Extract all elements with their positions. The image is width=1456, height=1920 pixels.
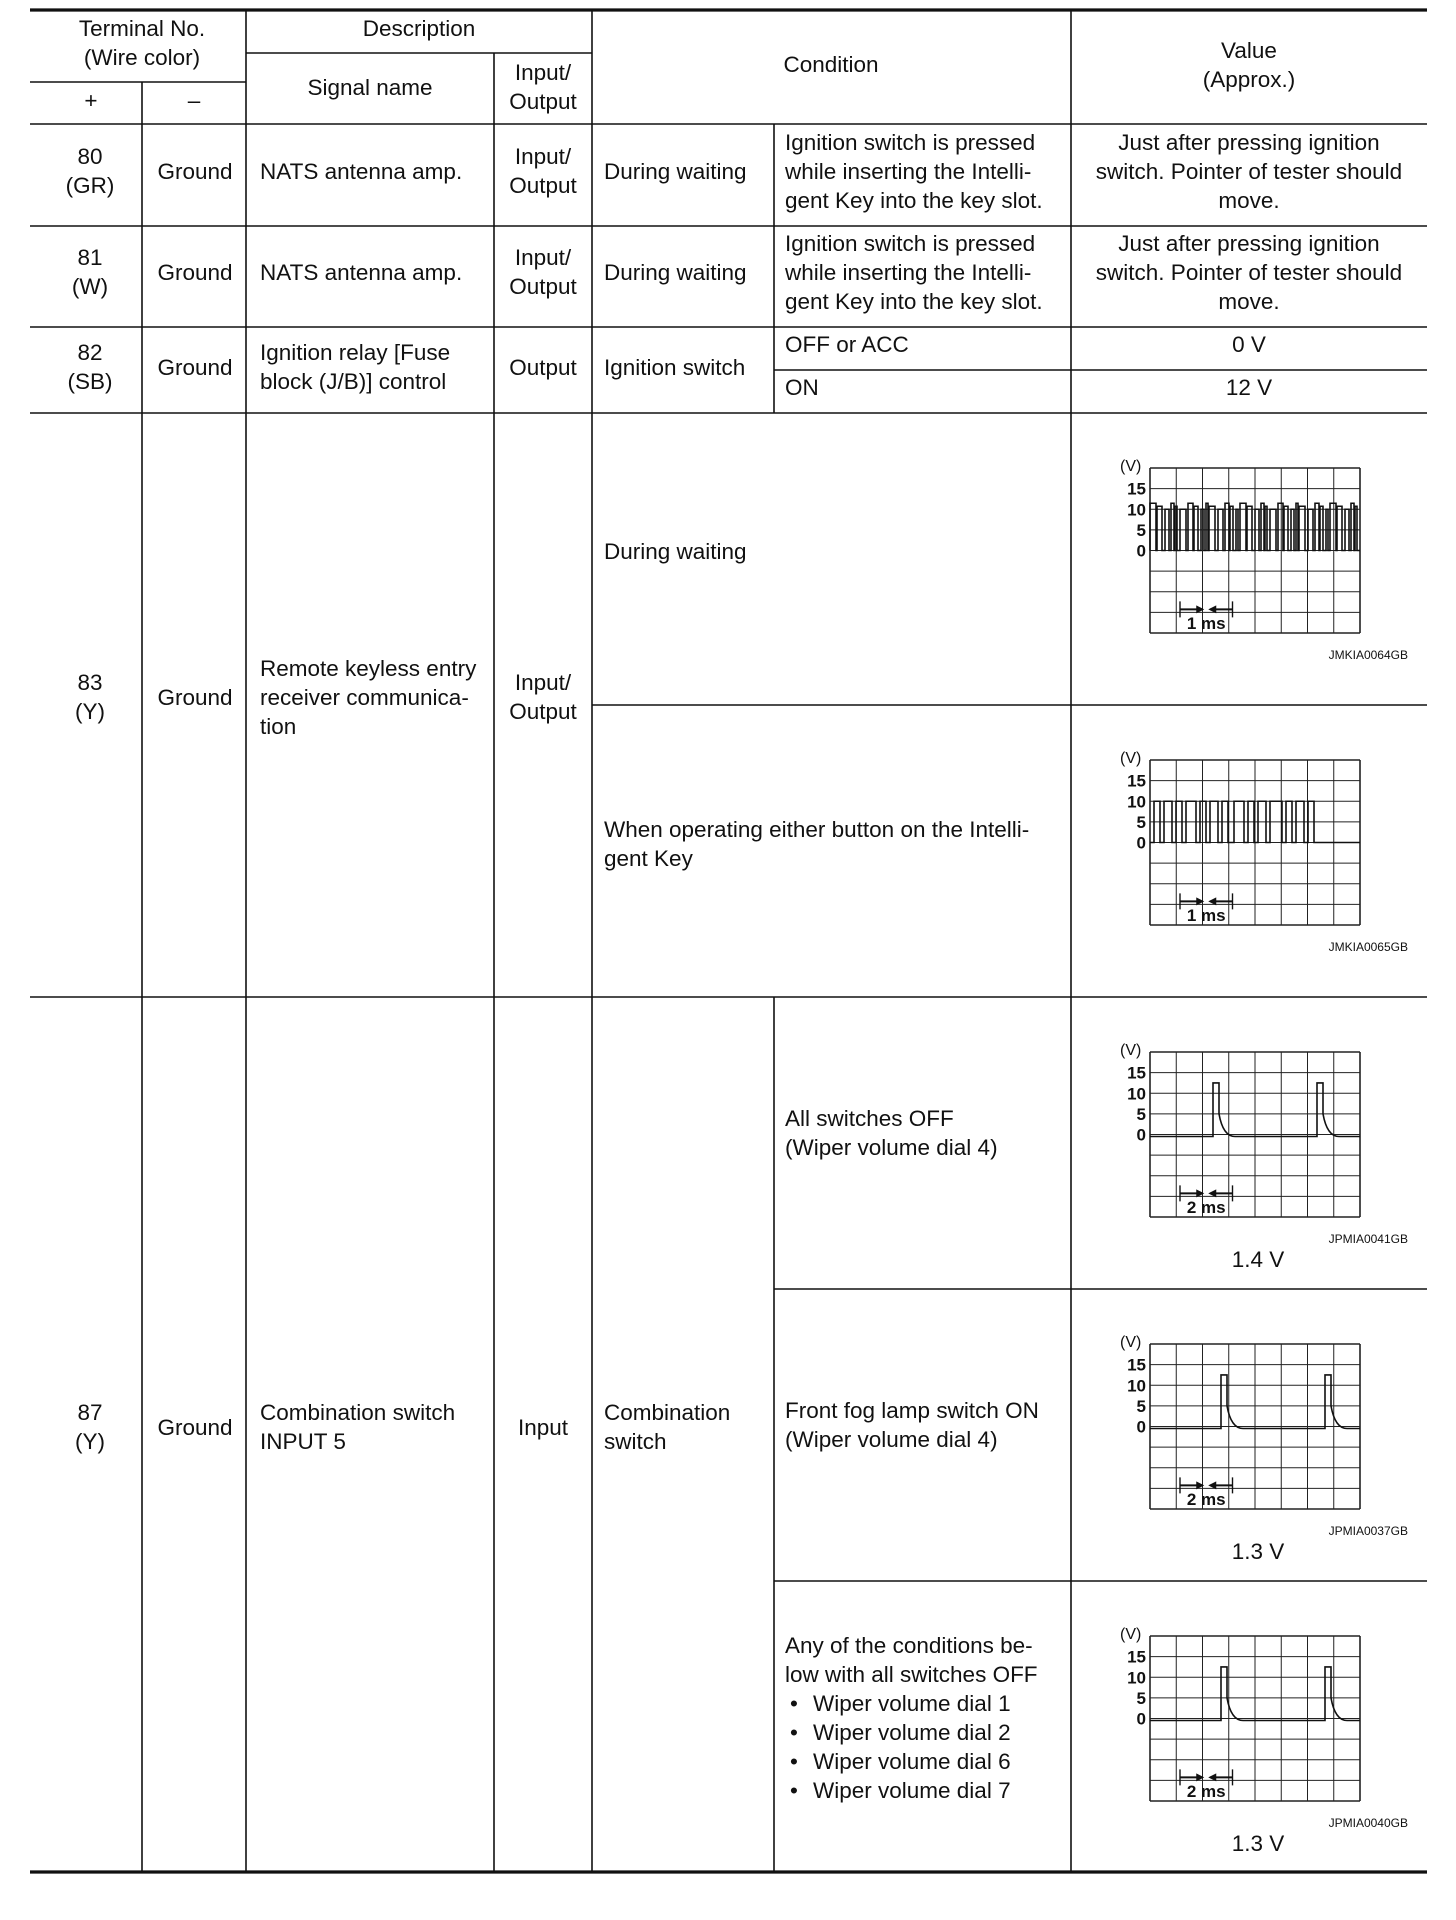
scope-unit-label: (V) <box>1120 1042 1142 1059</box>
signal-name-line2: block (J/B)] control <box>260 369 447 394</box>
io-line2: Output <box>509 699 577 724</box>
ground-terminal: Ground <box>157 159 233 184</box>
scope-tick-label: 0 <box>1136 541 1146 561</box>
bullet-marker: • <box>790 1778 798 1803</box>
bullet-item: Wiper volume dial 1 <box>813 1691 1011 1716</box>
header-minus: – <box>187 88 201 113</box>
table-row-82 <box>68 332 1273 400</box>
scope-tick-label: 15 <box>1127 771 1146 791</box>
header-input-output-line2: Output <box>509 89 577 114</box>
table-header <box>79 16 1295 114</box>
value-on: 12 V <box>1225 375 1273 400</box>
header-value-line2: (Approx.) <box>1202 67 1296 92</box>
time-scale-label: 1 ms <box>1186 614 1226 633</box>
scope-tick-label: 5 <box>1136 1104 1146 1124</box>
condition-waiting: During waiting <box>604 539 747 564</box>
scope-unit-label: (V) <box>1120 1626 1142 1643</box>
bullet-item: Wiper volume dial 6 <box>813 1749 1011 1774</box>
bullet-item: Wiper volume dial 7 <box>813 1778 1011 1803</box>
signal-name-line1: Ignition relay [Fuse <box>260 340 451 365</box>
bullet-marker: • <box>790 1720 798 1745</box>
terminal-number: 82 <box>77 340 103 365</box>
signal-name-line2: INPUT 5 <box>260 1429 346 1454</box>
terminal-number: 80 <box>77 144 103 169</box>
ground-terminal: Ground <box>157 260 233 285</box>
waveform-figure <box>1120 458 1408 662</box>
terminal-number: 83 <box>77 670 103 695</box>
time-scale-label: 1 ms <box>1186 906 1226 925</box>
time-scale-label: 2 ms <box>1186 1198 1226 1217</box>
figure-id: JPMIA0041GB <box>1328 1232 1408 1246</box>
scope-tick-label: 5 <box>1136 520 1146 540</box>
subcondition-line3: gent Key into the key slot. <box>785 188 1043 213</box>
io-line1: Input/ <box>514 144 572 169</box>
signal-name-line1: Combination switch <box>260 1400 456 1425</box>
subcondition-off-acc: OFF or ACC <box>785 332 909 357</box>
waveform-trace <box>1150 503 1360 550</box>
ground-terminal: Ground <box>157 355 233 380</box>
subcondition-line1: Ignition switch is pressed <box>785 130 1036 155</box>
subcondition-all-off-line2: (Wiper volume dial 4) <box>785 1135 998 1160</box>
scope-tick-label: 0 <box>1136 1709 1146 1729</box>
header-signal-name: Signal name <box>307 75 433 100</box>
scope-grid <box>1150 1344 1360 1509</box>
scope-tick-label: 10 <box>1127 1084 1146 1104</box>
subcondition-line2: while inserting the Intelli- <box>785 260 1032 285</box>
time-scale-label: 2 ms <box>1186 1782 1226 1801</box>
signal-name-line2: receiver communica- <box>260 685 469 710</box>
condition: During waiting <box>604 159 747 184</box>
table-row-80 <box>66 130 1403 213</box>
waveform-figure <box>1120 1626 1408 1830</box>
scope-grid <box>1150 1052 1360 1217</box>
signal-name-line3: tion <box>260 714 297 739</box>
figure-id: JPMIA0037GB <box>1328 1524 1408 1538</box>
wire-color: (GR) <box>65 173 115 198</box>
condition-line1: Combination <box>604 1400 731 1425</box>
scope-unit-label: (V) <box>1120 1334 1142 1351</box>
subcondition-line1: Ignition switch is pressed <box>785 231 1036 256</box>
scope-tick-label: 15 <box>1127 1647 1146 1667</box>
subcondition-line3: gent Key into the key slot. <box>785 289 1043 314</box>
scope-tick-label: 10 <box>1127 1376 1146 1396</box>
figure-id: JPMIA0040GB <box>1328 1816 1408 1830</box>
subcondition-fog-on-line1: Front fog lamp switch ON <box>785 1398 1039 1423</box>
scope-tick-label: 0 <box>1136 1417 1146 1437</box>
io-line2: Output <box>509 274 577 299</box>
table-row-87 <box>75 1106 1284 1856</box>
table-row-81 <box>72 231 1402 314</box>
condition: During waiting <box>604 260 747 285</box>
io-line1: Output <box>509 355 577 380</box>
io-line1: Input/ <box>514 670 572 695</box>
ground-terminal: Ground <box>157 1415 233 1440</box>
condition-line2: switch <box>604 1429 667 1454</box>
scope-tick-label: 0 <box>1136 1125 1146 1145</box>
subcondition-line2: while inserting the Intelli- <box>785 159 1032 184</box>
value-line1: Just after pressing ignition <box>1118 231 1380 256</box>
time-scale-label: 2 ms <box>1186 1490 1226 1509</box>
ground-terminal: Ground <box>157 685 233 710</box>
signal-name-line1: Remote keyless entry <box>260 656 477 681</box>
value-line2: switch. Pointer of tester should <box>1095 260 1403 285</box>
bullet-marker: • <box>790 1749 798 1774</box>
scope-tick-label: 15 <box>1127 479 1146 499</box>
io-line1: Input/ <box>514 245 572 270</box>
subcondition-any-line2: low with all switches OFF <box>785 1662 1038 1687</box>
oscilloscope-figures <box>1120 458 1408 1830</box>
wire-color: (Y) <box>75 699 105 724</box>
subcondition-any-line1: Any of the conditions be- <box>785 1633 1033 1658</box>
value-line1: Just after pressing ignition <box>1118 130 1380 155</box>
terminal-number: 81 <box>77 245 103 270</box>
bullet-marker: • <box>790 1691 798 1716</box>
header-condition: Condition <box>783 52 879 77</box>
waveform-figure <box>1120 750 1408 954</box>
subcondition-fog-on-line2: (Wiper volume dial 4) <box>785 1427 998 1452</box>
value-other-dials: 1.3 V <box>1231 1831 1285 1856</box>
figure-id: JMKIA0064GB <box>1328 648 1408 662</box>
value-off-acc: 0 V <box>1232 332 1266 357</box>
scope-tick-label: 5 <box>1136 812 1146 832</box>
scope-unit-label: (V) <box>1120 458 1142 475</box>
scope-unit-label: (V) <box>1120 750 1142 767</box>
header-wire-color: (Wire color) <box>83 45 201 70</box>
io-line2: Output <box>509 173 577 198</box>
scope-tick-label: 15 <box>1127 1063 1146 1083</box>
signal-name: NATS antenna amp. <box>260 260 463 285</box>
wire-color: (W) <box>71 274 109 299</box>
terminal-number: 87 <box>77 1400 103 1425</box>
header-input-output-line1: Input/ <box>514 60 572 85</box>
value-line2: switch. Pointer of tester should <box>1095 159 1403 184</box>
value-all-off: 1.4 V <box>1231 1247 1285 1272</box>
condition: Ignition switch <box>604 355 746 380</box>
condition-operating-line1: When operating either button on the Intelli- <box>604 817 1030 842</box>
scope-tick-label: 5 <box>1136 1688 1146 1708</box>
header-value-line1: Value <box>1221 38 1277 63</box>
scope-tick-label: 10 <box>1127 1668 1146 1688</box>
wiper-dial-bullet-list <box>790 1691 1011 1803</box>
wire-color: (Y) <box>75 1429 105 1454</box>
io-line1: Input <box>517 1415 569 1440</box>
scope-tick-label: 10 <box>1127 500 1146 520</box>
header-description: Description <box>362 16 476 41</box>
scope-tick-label: 10 <box>1127 792 1146 812</box>
waveform-figure <box>1120 1334 1408 1538</box>
value-line3: move. <box>1218 188 1280 213</box>
header-terminal-no: Terminal No. <box>78 16 206 41</box>
bullet-item: Wiper volume dial 2 <box>813 1720 1011 1745</box>
condition-operating-line2: gent Key <box>604 846 693 871</box>
signal-name: NATS antenna amp. <box>260 159 463 184</box>
scope-tick-label: 15 <box>1127 1355 1146 1375</box>
scope-tick-label: 5 <box>1136 1396 1146 1416</box>
waveform-figure <box>1120 1042 1408 1246</box>
header-plus: + <box>84 88 98 113</box>
subcondition-on: ON <box>785 375 819 400</box>
scope-grid <box>1150 1636 1360 1801</box>
scope-tick-label: 0 <box>1136 833 1146 853</box>
figure-id: JMKIA0065GB <box>1328 940 1408 954</box>
wire-color: (SB) <box>67 369 113 394</box>
subcondition-all-off-line1: All switches OFF <box>785 1106 954 1131</box>
value-fog-on: 1.3 V <box>1231 1539 1285 1564</box>
value-line3: move. <box>1218 289 1280 314</box>
